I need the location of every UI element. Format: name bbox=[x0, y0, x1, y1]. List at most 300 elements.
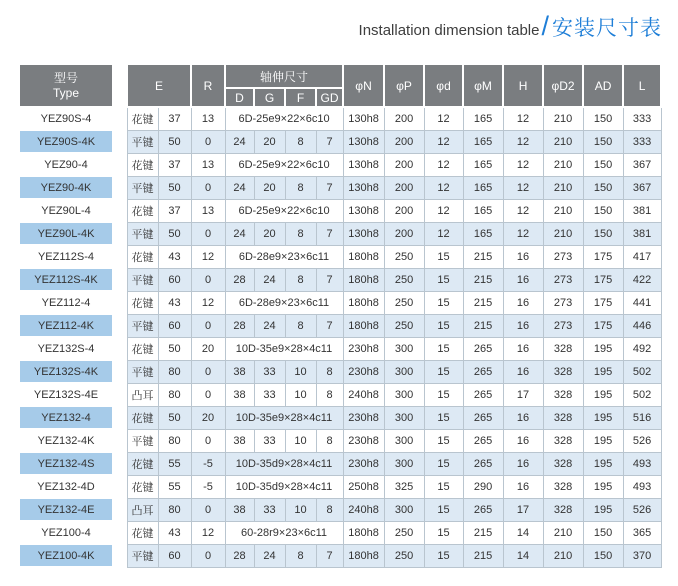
shaft-dimension-cell: 6D-28e9×23×6c11 bbox=[225, 291, 343, 314]
l-cell: 502 bbox=[623, 360, 661, 383]
phin-cell: 230h8 bbox=[343, 452, 384, 475]
phin-cell: 130h8 bbox=[343, 176, 384, 199]
section-title bbox=[359, 12, 662, 42]
shaft-f-cell: 8 bbox=[285, 222, 316, 245]
ad-cell: 195 bbox=[583, 452, 623, 475]
model-cell: YEZ90S-4 bbox=[19, 107, 113, 130]
phip-cell: 200 bbox=[384, 153, 424, 176]
r-cell: 0 bbox=[191, 383, 225, 406]
column-gutter-cell bbox=[113, 199, 127, 222]
h-cell: 12 bbox=[503, 222, 543, 245]
key-type-cell: 花键 bbox=[127, 406, 158, 429]
table-row bbox=[19, 130, 661, 153]
l-cell: 381 bbox=[623, 222, 661, 245]
l-cell: 365 bbox=[623, 521, 661, 544]
shaft-gd-cell: 8 bbox=[316, 429, 343, 452]
phid-cell: 15 bbox=[424, 245, 463, 268]
ad-cell: 195 bbox=[583, 429, 623, 452]
col-header-type-en: Type bbox=[52, 85, 79, 100]
ad-cell: 150 bbox=[583, 153, 623, 176]
phim-cell: 165 bbox=[463, 107, 503, 130]
h-cell: 16 bbox=[503, 337, 543, 360]
l-cell: 381 bbox=[623, 199, 661, 222]
shaft-dimension-cell: 60-28r9×23×6c11 bbox=[225, 521, 343, 544]
phid2-cell: 273 bbox=[543, 291, 583, 314]
shaft-g-cell: 33 bbox=[254, 498, 285, 521]
phid2-cell: 210 bbox=[543, 199, 583, 222]
h-cell: 16 bbox=[503, 314, 543, 337]
phid2-cell: 273 bbox=[543, 245, 583, 268]
shaft-d-cell: 28 bbox=[225, 314, 254, 337]
column-gutter-cell bbox=[113, 337, 127, 360]
col-header-phi-d2: φD2 bbox=[543, 64, 583, 107]
phid2-cell: 210 bbox=[543, 130, 583, 153]
l-cell: 333 bbox=[623, 130, 661, 153]
phip-cell: 200 bbox=[384, 130, 424, 153]
r-cell: 0 bbox=[191, 176, 225, 199]
ad-cell: 175 bbox=[583, 291, 623, 314]
shaft-gd-cell: 7 bbox=[316, 176, 343, 199]
ad-cell: 150 bbox=[583, 176, 623, 199]
key-type-cell: 花键 bbox=[127, 475, 158, 498]
shaft-f-cell: 10 bbox=[285, 429, 316, 452]
phid-cell: 15 bbox=[424, 383, 463, 406]
r-cell: 0 bbox=[191, 314, 225, 337]
l-cell: 367 bbox=[623, 153, 661, 176]
e-cell: 80 bbox=[158, 498, 191, 521]
shaft-d-cell: 24 bbox=[225, 222, 254, 245]
col-header-h: H bbox=[503, 64, 543, 107]
h-cell: 12 bbox=[503, 107, 543, 130]
ad-cell: 175 bbox=[583, 268, 623, 291]
key-type-cell: 花键 bbox=[127, 107, 158, 130]
e-cell: 80 bbox=[158, 429, 191, 452]
ad-cell: 195 bbox=[583, 406, 623, 429]
r-cell: 0 bbox=[191, 222, 225, 245]
col-header-phi-p: φP bbox=[384, 64, 424, 107]
e-cell: 37 bbox=[158, 107, 191, 130]
shaft-gd-cell: 7 bbox=[316, 222, 343, 245]
phid2-cell: 328 bbox=[543, 452, 583, 475]
l-cell: 446 bbox=[623, 314, 661, 337]
l-cell: 367 bbox=[623, 176, 661, 199]
e-cell: 37 bbox=[158, 153, 191, 176]
model-cell: YEZ132S-4E bbox=[19, 383, 113, 406]
shaft-g-cell: 24 bbox=[254, 268, 285, 291]
key-type-cell: 平键 bbox=[127, 268, 158, 291]
l-cell: 493 bbox=[623, 452, 661, 475]
model-cell: YEZ112S-4 bbox=[19, 245, 113, 268]
col-header-e: E bbox=[127, 64, 191, 107]
r-cell: 0 bbox=[191, 498, 225, 521]
phip-cell: 300 bbox=[384, 498, 424, 521]
shaft-g-cell: 20 bbox=[254, 130, 285, 153]
phim-cell: 215 bbox=[463, 314, 503, 337]
key-type-cell: 平键 bbox=[127, 176, 158, 199]
phid-cell: 12 bbox=[424, 107, 463, 130]
phim-cell: 165 bbox=[463, 222, 503, 245]
phid-cell: 15 bbox=[424, 475, 463, 498]
column-gutter-cell bbox=[113, 130, 127, 153]
shaft-dimension-cell: 10D-35e9×28×4c11 bbox=[225, 337, 343, 360]
shaft-d-cell: 28 bbox=[225, 268, 254, 291]
key-type-cell: 平键 bbox=[127, 130, 158, 153]
shaft-d-cell: 38 bbox=[225, 360, 254, 383]
shaft-dimension-cell: 6D-28e9×23×6c11 bbox=[225, 245, 343, 268]
model-cell: YEZ132-4S bbox=[19, 452, 113, 475]
r-cell: 13 bbox=[191, 153, 225, 176]
header-row-main bbox=[19, 64, 661, 88]
phid-cell: 15 bbox=[424, 360, 463, 383]
phim-cell: 165 bbox=[463, 130, 503, 153]
ad-cell: 195 bbox=[583, 383, 623, 406]
h-cell: 12 bbox=[503, 176, 543, 199]
phip-cell: 250 bbox=[384, 291, 424, 314]
l-cell: 333 bbox=[623, 107, 661, 130]
e-cell: 43 bbox=[158, 521, 191, 544]
table-row bbox=[19, 475, 661, 498]
col-header-type bbox=[19, 64, 113, 107]
r-cell: -5 bbox=[191, 475, 225, 498]
phid2-cell: 210 bbox=[543, 153, 583, 176]
column-gutter-cell bbox=[113, 429, 127, 452]
l-cell: 493 bbox=[623, 475, 661, 498]
key-type-cell: 花键 bbox=[127, 199, 158, 222]
phip-cell: 200 bbox=[384, 222, 424, 245]
h-cell: 16 bbox=[503, 291, 543, 314]
phin-cell: 130h8 bbox=[343, 153, 384, 176]
table-row bbox=[19, 107, 661, 130]
column-gutter-cell bbox=[113, 245, 127, 268]
e-cell: 50 bbox=[158, 337, 191, 360]
r-cell: 0 bbox=[191, 268, 225, 291]
model-cell: YEZ132-4D bbox=[19, 475, 113, 498]
key-type-cell: 平键 bbox=[127, 314, 158, 337]
phid2-cell: 210 bbox=[543, 107, 583, 130]
phip-cell: 325 bbox=[384, 475, 424, 498]
phid-cell: 15 bbox=[424, 314, 463, 337]
phin-cell: 130h8 bbox=[343, 130, 384, 153]
column-gutter-cell bbox=[113, 406, 127, 429]
col-header-phi-m: φM bbox=[463, 64, 503, 107]
table-row bbox=[19, 176, 661, 199]
phim-cell: 265 bbox=[463, 383, 503, 406]
h-cell: 16 bbox=[503, 429, 543, 452]
key-type-cell: 凸耳 bbox=[127, 383, 158, 406]
ad-cell: 175 bbox=[583, 314, 623, 337]
phip-cell: 300 bbox=[384, 360, 424, 383]
e-cell: 80 bbox=[158, 360, 191, 383]
phim-cell: 265 bbox=[463, 498, 503, 521]
phim-cell: 165 bbox=[463, 199, 503, 222]
table-row bbox=[19, 406, 661, 429]
r-cell: 12 bbox=[191, 245, 225, 268]
shaft-gd-cell: 8 bbox=[316, 383, 343, 406]
column-gutter-cell bbox=[113, 498, 127, 521]
e-cell: 43 bbox=[158, 291, 191, 314]
table-row bbox=[19, 452, 661, 475]
shaft-dimension-cell: 6D-25e9×22×6c10 bbox=[225, 107, 343, 130]
ad-cell: 150 bbox=[583, 107, 623, 130]
shaft-g-cell: 33 bbox=[254, 360, 285, 383]
r-cell: 0 bbox=[191, 130, 225, 153]
shaft-d-cell: 28 bbox=[225, 544, 254, 567]
phid2-cell: 328 bbox=[543, 475, 583, 498]
shaft-d-cell: 24 bbox=[225, 176, 254, 199]
key-type-cell: 花键 bbox=[127, 452, 158, 475]
h-cell: 16 bbox=[503, 245, 543, 268]
r-cell: 13 bbox=[191, 199, 225, 222]
table-row bbox=[19, 222, 661, 245]
e-cell: 80 bbox=[158, 383, 191, 406]
key-type-cell: 平键 bbox=[127, 429, 158, 452]
shaft-dimension-cell: 10D-35d9×28×4c11 bbox=[225, 452, 343, 475]
phin-cell: 240h8 bbox=[343, 383, 384, 406]
phip-cell: 200 bbox=[384, 107, 424, 130]
shaft-gd-cell: 7 bbox=[316, 268, 343, 291]
phid2-cell: 273 bbox=[543, 268, 583, 291]
section-title-en: Installation dimension table bbox=[358, 22, 540, 39]
h-cell: 16 bbox=[503, 360, 543, 383]
phid-cell: 15 bbox=[424, 452, 463, 475]
table-row bbox=[19, 521, 661, 544]
phid-cell: 15 bbox=[424, 521, 463, 544]
shaft-dimension-cell: 6D-25e9×22×6c10 bbox=[225, 153, 343, 176]
r-cell: -5 bbox=[191, 452, 225, 475]
h-cell: 16 bbox=[503, 406, 543, 429]
phid-cell: 12 bbox=[424, 199, 463, 222]
e-cell: 37 bbox=[158, 199, 191, 222]
r-cell: 0 bbox=[191, 360, 225, 383]
column-gutter-cell bbox=[113, 383, 127, 406]
phim-cell: 265 bbox=[463, 429, 503, 452]
column-gutter-cell bbox=[113, 314, 127, 337]
phim-cell: 265 bbox=[463, 360, 503, 383]
phid2-cell: 328 bbox=[543, 498, 583, 521]
phid-cell: 12 bbox=[424, 153, 463, 176]
shaft-dimension-cell: 10D-35d9×28×4c11 bbox=[225, 475, 343, 498]
phid2-cell: 328 bbox=[543, 429, 583, 452]
shaft-gd-cell: 8 bbox=[316, 498, 343, 521]
shaft-f-cell: 8 bbox=[285, 176, 316, 199]
phid-cell: 12 bbox=[424, 130, 463, 153]
column-gutter-cell bbox=[113, 291, 127, 314]
h-cell: 16 bbox=[503, 268, 543, 291]
shaft-f-cell: 8 bbox=[285, 314, 316, 337]
col-header-phi-d: φd bbox=[424, 64, 463, 107]
phid2-cell: 210 bbox=[543, 521, 583, 544]
phip-cell: 300 bbox=[384, 383, 424, 406]
phin-cell: 180h8 bbox=[343, 268, 384, 291]
model-cell: YEZ90-4 bbox=[19, 153, 113, 176]
col-header-l: L bbox=[623, 64, 661, 107]
model-cell: YEZ132-4K bbox=[19, 429, 113, 452]
model-cell: YEZ90L-4K bbox=[19, 222, 113, 245]
phip-cell: 300 bbox=[384, 429, 424, 452]
phin-cell: 130h8 bbox=[343, 107, 384, 130]
phid2-cell: 328 bbox=[543, 337, 583, 360]
model-cell: YEZ132-4E bbox=[19, 498, 113, 521]
table-row bbox=[19, 314, 661, 337]
shaft-f-cell: 8 bbox=[285, 130, 316, 153]
r-cell: 12 bbox=[191, 291, 225, 314]
table-row bbox=[19, 245, 661, 268]
shaft-dimension-cell: 10D-35e9×28×4c11 bbox=[225, 406, 343, 429]
model-cell: YEZ112S-4K bbox=[19, 268, 113, 291]
model-cell: YEZ132S-4 bbox=[19, 337, 113, 360]
key-type-cell: 平键 bbox=[127, 544, 158, 567]
h-cell: 12 bbox=[503, 130, 543, 153]
l-cell: 370 bbox=[623, 544, 661, 567]
key-type-cell: 花键 bbox=[127, 153, 158, 176]
l-cell: 516 bbox=[623, 406, 661, 429]
e-cell: 55 bbox=[158, 475, 191, 498]
shaft-d-cell: 38 bbox=[225, 383, 254, 406]
phin-cell: 180h8 bbox=[343, 544, 384, 567]
phip-cell: 250 bbox=[384, 521, 424, 544]
phid-cell: 12 bbox=[424, 176, 463, 199]
phin-cell: 240h8 bbox=[343, 498, 384, 521]
phip-cell: 250 bbox=[384, 268, 424, 291]
h-cell: 12 bbox=[503, 153, 543, 176]
key-type-cell: 花键 bbox=[127, 337, 158, 360]
phin-cell: 230h8 bbox=[343, 429, 384, 452]
phid-cell: 15 bbox=[424, 337, 463, 360]
phin-cell: 180h8 bbox=[343, 245, 384, 268]
column-gutter-cell bbox=[113, 544, 127, 567]
shaft-gd-cell: 8 bbox=[316, 360, 343, 383]
h-cell: 16 bbox=[503, 452, 543, 475]
ad-cell: 150 bbox=[583, 544, 623, 567]
l-cell: 422 bbox=[623, 268, 661, 291]
installation-dimension-table bbox=[18, 63, 662, 568]
r-cell: 12 bbox=[191, 521, 225, 544]
shaft-g-cell: 20 bbox=[254, 176, 285, 199]
h-cell: 16 bbox=[503, 475, 543, 498]
model-cell: YEZ112-4K bbox=[19, 314, 113, 337]
phin-cell: 180h8 bbox=[343, 521, 384, 544]
shaft-g-cell: 33 bbox=[254, 383, 285, 406]
h-cell: 14 bbox=[503, 544, 543, 567]
ad-cell: 150 bbox=[583, 521, 623, 544]
col-header-shaft-d: D bbox=[225, 88, 254, 107]
column-gutter-cell bbox=[113, 222, 127, 245]
phid-cell: 12 bbox=[424, 222, 463, 245]
shaft-g-cell: 24 bbox=[254, 544, 285, 567]
model-cell: YEZ90S-4K bbox=[19, 130, 113, 153]
col-header-ad: AD bbox=[583, 64, 623, 107]
phin-cell: 180h8 bbox=[343, 314, 384, 337]
shaft-dimension-cell: 6D-25e9×22×6c10 bbox=[225, 199, 343, 222]
title-slash-accent: / bbox=[541, 11, 549, 41]
l-cell: 502 bbox=[623, 383, 661, 406]
shaft-d-cell: 24 bbox=[225, 130, 254, 153]
ad-cell: 150 bbox=[583, 222, 623, 245]
e-cell: 60 bbox=[158, 544, 191, 567]
shaft-d-cell: 38 bbox=[225, 498, 254, 521]
shaft-f-cell: 8 bbox=[285, 268, 316, 291]
column-gutter-cell bbox=[113, 452, 127, 475]
shaft-g-cell: 24 bbox=[254, 314, 285, 337]
key-type-cell: 凸耳 bbox=[127, 498, 158, 521]
col-header-shaft-group: 轴伸尺寸 bbox=[225, 64, 343, 88]
col-header-shaft-f: F bbox=[285, 88, 316, 107]
ad-cell: 195 bbox=[583, 498, 623, 521]
table-row bbox=[19, 544, 661, 567]
phim-cell: 265 bbox=[463, 406, 503, 429]
phid-cell: 15 bbox=[424, 406, 463, 429]
phid2-cell: 273 bbox=[543, 314, 583, 337]
col-header-type-zh: 型号 bbox=[53, 70, 78, 85]
phin-cell: 230h8 bbox=[343, 360, 384, 383]
h-cell: 14 bbox=[503, 521, 543, 544]
e-cell: 43 bbox=[158, 245, 191, 268]
phid2-cell: 210 bbox=[543, 544, 583, 567]
phip-cell: 250 bbox=[384, 544, 424, 567]
phip-cell: 300 bbox=[384, 406, 424, 429]
phip-cell: 300 bbox=[384, 452, 424, 475]
shaft-g-cell: 33 bbox=[254, 429, 285, 452]
phid2-cell: 210 bbox=[543, 222, 583, 245]
r-cell: 0 bbox=[191, 544, 225, 567]
phid-cell: 15 bbox=[424, 268, 463, 291]
shaft-f-cell: 8 bbox=[285, 544, 316, 567]
phip-cell: 250 bbox=[384, 314, 424, 337]
model-cell: YEZ112-4 bbox=[19, 291, 113, 314]
table-row bbox=[19, 337, 661, 360]
phin-cell: 250h8 bbox=[343, 475, 384, 498]
model-cell: YEZ90L-4 bbox=[19, 199, 113, 222]
key-type-cell: 平键 bbox=[127, 360, 158, 383]
col-header-r: R bbox=[191, 64, 225, 107]
phin-cell: 230h8 bbox=[343, 406, 384, 429]
col-header-shaft-g: G bbox=[254, 88, 285, 107]
phim-cell: 265 bbox=[463, 452, 503, 475]
h-cell: 17 bbox=[503, 498, 543, 521]
shaft-g-cell: 20 bbox=[254, 222, 285, 245]
phim-cell: 215 bbox=[463, 291, 503, 314]
column-gutter-cell bbox=[113, 153, 127, 176]
e-cell: 55 bbox=[158, 452, 191, 475]
table-header bbox=[19, 64, 661, 107]
phim-cell: 165 bbox=[463, 176, 503, 199]
phim-cell: 290 bbox=[463, 475, 503, 498]
l-cell: 526 bbox=[623, 498, 661, 521]
section-title-zh: 安装尺寸表 bbox=[552, 17, 662, 40]
ad-cell: 195 bbox=[583, 360, 623, 383]
shaft-f-cell: 10 bbox=[285, 498, 316, 521]
model-cell: YEZ132S-4K bbox=[19, 360, 113, 383]
shaft-f-cell: 10 bbox=[285, 383, 316, 406]
table-row bbox=[19, 360, 661, 383]
e-cell: 60 bbox=[158, 268, 191, 291]
ad-cell: 175 bbox=[583, 245, 623, 268]
table-row bbox=[19, 153, 661, 176]
l-cell: 492 bbox=[623, 337, 661, 360]
table-body bbox=[19, 107, 661, 567]
e-cell: 60 bbox=[158, 314, 191, 337]
col-header-shaft-gd: GD bbox=[316, 88, 343, 107]
shaft-gd-cell: 7 bbox=[316, 314, 343, 337]
ad-cell: 195 bbox=[583, 337, 623, 360]
column-gutter-cell bbox=[113, 475, 127, 498]
h-cell: 12 bbox=[503, 199, 543, 222]
model-cell: YEZ132-4 bbox=[19, 406, 113, 429]
phim-cell: 215 bbox=[463, 521, 503, 544]
table-row bbox=[19, 383, 661, 406]
key-type-cell: 花键 bbox=[127, 521, 158, 544]
e-cell: 50 bbox=[158, 130, 191, 153]
